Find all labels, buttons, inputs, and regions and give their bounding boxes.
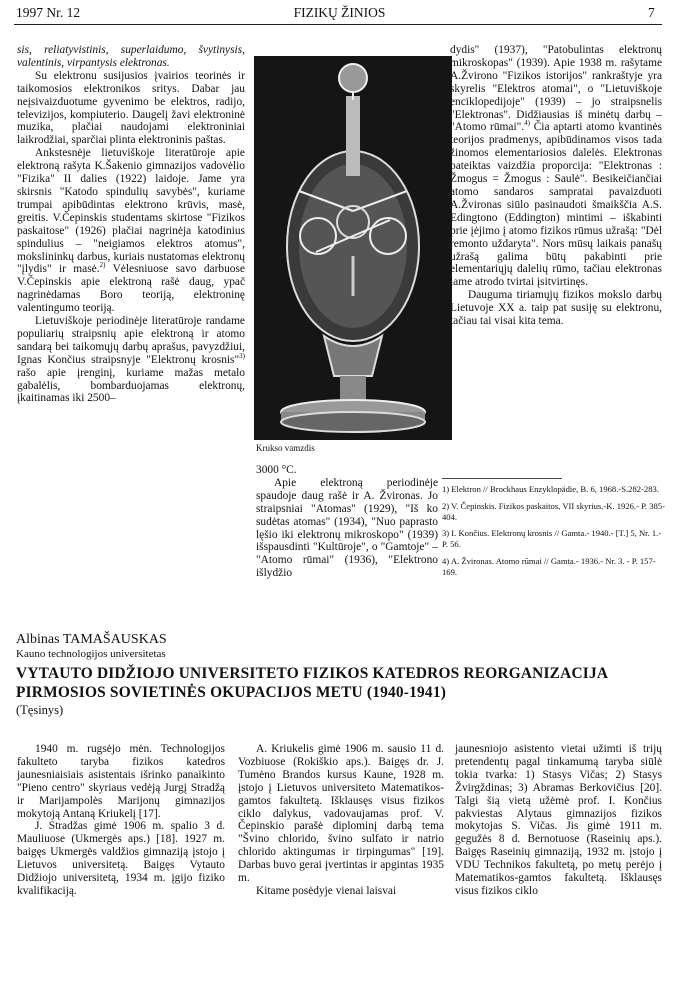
paragraph: J. Stradžas gimė 1906 m. spalio 3 d. Mauliuose (Ukmergės aps.) [18]. 1927 m. baigęs Ukmergės valdžios gimnaziją įstojo į Lietuvos universitetą. Baigęs Vytauto Didžiojo universitetą, 1934 m. įgijo fiziko kvalifikaciją. [17, 820, 225, 897]
article-title: VYTAUTO DIDŽIOJO UNIVERSITETO FIZIKOS KATEDROS REORGANIZACIJA PIRMOSIOS SOVIETINĖS OKUPACIJOS METU (1940-1941) [16, 665, 608, 701]
paragraph: Apie elektroną periodinėje spaudoje daug rašė ir A. Žvironas. Jo straipsniai "Atomas" (1929), "Iš ko sudėtas atomas" (1934), "Nuo paprasto lęšio iki elektronų mikroskopo" (1939) išspausdinti "Kultūroje", o "Gamtoje" – "Atomo rūmai" (1936), "Elektrono išlydžio [256, 476, 438, 580]
header-rule [14, 24, 662, 25]
header-number: Nr. 12 [46, 5, 81, 20]
crookes-tube-illustration [254, 56, 452, 440]
article-column-2 [238, 743, 444, 898]
article-column-1 [17, 743, 225, 898]
figure-caption: Kruksо vamzdis [256, 443, 315, 453]
paragraph: jaunesniojo asistento vietai užimti iš trijų pretendentų pagal tinkamumą taryba siūlė tokia tvarka: 1) Stasys Vičas; 2) Stasys Žvirgždinas; 3) Abramas Berkovičius [20]. Talgi šią vietą užėmė prof. I. Končius pakviestas Alytaus gimnazijos fizikos mokytojas S. Vičas. Jis gimė 1911 m. gegužės 8 d. Bernotuose (Raseinių aps.). Baigęs Raseinių gimnaziją, 1932 m. įstojo į VDU Technikos fakultetą, po metų perėjo į Matematikos-gamtos fakultetą. Išklausęs visus fizikos ciklo [455, 743, 662, 897]
paragraph: Kitame posėdyje vienai laisvai [256, 884, 397, 897]
paragraph: A. Kriukelis gimė 1906 m. sausio 11 d. Vozbiuose (Rokiškio aps.). Baigęs dr. J. Tumėno Brandos kursus Kaune, 1928 m. įstojo į Lietuvos universiteto Matematikos-gamtos fakultetą. Išklausęs visus fizikos ciklo dalykus, vadovaujamas prof. V. Čepinskio parašė diplominį darbą tema "Švino chlorido, švino sulfato ir natrio chlorido aktingumas ir tirpingumas" [19]. Darbas buvo gerai įvertintas ir apgintas 1935 m. [238, 743, 444, 885]
paragraph: sis, reliatyvistinis, superlaidumo, švytinysis, valentinis, virpantysis elektronas. [17, 44, 245, 69]
footnote: 3) I. Končius. Elektronų krosnis // Gamta.- 1940.- [T.] 5, Nr. 1.- P. 56. [442, 528, 662, 550]
paragraph: 3000 °C. [256, 464, 297, 476]
paragraph: Dauguma tiriamųjų fizikos mokslo darbų Lietuvoje XX a. taip pat susiję su elektronu, tačiau tai visai kita tema. [450, 289, 662, 328]
paragraph: Ankstesnėje lietuviškoje literatūroje apie elektroną rašyta K.Šakenio gimnazijos vadovėlio "Fizika" II dalies (1922) laidoje. Jame yra skirsnis "Katodo spindulių savybės", kuriame trumpai apibūdintas elektrono krūvis, masė, greitis. V.Čepinskis studentams skirtose "Fizikos paskaitose" (1926) plačiai nagrinėja katodinius spindulius – "neigiamos elektros atomus", mokslininkų darbus, kuriais nustatomas elektronų "įlydis" ir masė.$^{2)}$ Vėlesniuose savo darbuose V.Čepinskis apie elektroną rašė daug, ypač nagrinėdamas Boro teoriją, elektroninę valentingumo teoriją. [17, 147, 245, 315]
header-year: 1997 Nr. 12 [16, 5, 81, 20]
header-journal: FIZIKŲ ŽINIOS [293, 5, 386, 20]
footnote: 1) Elektron // Brockhaus Enzyklopädie, B. 6, 1968.-S.282-283. [442, 484, 659, 494]
paragraph: Lietuviškoje periodinėje literatūroje randame populiarių straipsnių apie elektroną ir atomo sandarą bei taikomųjų darbų aprašus, pavyzdžiui, Ignas Končius straipsnyje "Elektronų krosnis"$^{3)}$ rašo apie įrenginį, kuriame mažas metalo gabalėlis, bombarduojamas elektronų, įkaitinamas iki 2500– [17, 315, 245, 405]
footnotes [442, 484, 668, 584]
footnote-rule [442, 478, 562, 479]
author-name: Albinas TAMAŠAUSKAS [16, 632, 167, 647]
footnote: 2) V. Čepinskis. Fizikos paskaitos, VII skyrius.-K. 1926.- P. 385-404. [442, 500, 665, 522]
author-affiliation: Kauno technologijos universitetas [16, 648, 166, 660]
paragraph: Su elektronu susijusios įvairios teorinės ir taikomosios elektronikos sritys. Dabar jau neįsivaizduotume gyvenimo be elektros, radijo, televizijos, kompiuterio. Daugelį žavi elektroninė muzika, plačiai naudojami elektroniniai laikrodžiai, sparčiai plinta elektroninis paštas. [17, 69, 245, 147]
article-subtitle: (Tęsinys) [16, 703, 64, 717]
column-2-bottom [256, 464, 438, 580]
figure-crookes-tube [254, 56, 452, 440]
column-1-top [17, 44, 245, 405]
column-3-top [450, 44, 662, 328]
paragraph: dydis" (1937), "Patobulintas elektronų mikroskopas" (1939). Apie 1938 m. rašytame A.Žvirono "Fizikos istorijos" rankraštyje yra skyrelis "Elektros atomai", o "Lietuviškoje enciklopedijoje" (1939) – jo straipsnelis "Elektronas". Didžiausias iš minėtų darbų – "Atomo rūmai".$^{4)}$ Čia aptarti atomo kvantinės teorijos pradmenys, apibūdinamos visos tada žinomos elementariosios dalelės. Elektronas pateiktas vaizdžia proporcija: "Elektronas : Žmogus = Žmogus : Saulė". Besikeičiančiai atomo sandaros sampratai pavaizduoti A.Žvironas siūlo pasinaudoti šmaikščia A.S. Edingtono (Eddington) mintimi – iškabinti prie įėjimo į atomo fizikos rūmus užrašą: "Dėl remonto uždaryta". Nors mūsų laikais panašų užrašą galima būtų pakabinti prie elementariųjų dalelių rūmo, tačiau elektronas jame atrodo tvirtai įsitvirtinęs. [450, 44, 662, 289]
page-number: 7 [648, 5, 655, 20]
footnote: 4) A. Žvironas. Atomo rūmai // Gamta.- 1936.- Nr. 3. - P. 157-169. [442, 555, 656, 577]
paragraph: 1940 m. rugsėjo mėn. Technologijos fakulteto taryba fizikos katedros jaunesniaisiais asistentais išrinko panaikinto "Pieno centro" skyriaus vedėją Jurgį Stradžą ir Marijampolės Marijonų gimnazijos mokytoją Antaną Kriukelį [17]. [17, 743, 225, 820]
article-column-3 [455, 743, 662, 898]
